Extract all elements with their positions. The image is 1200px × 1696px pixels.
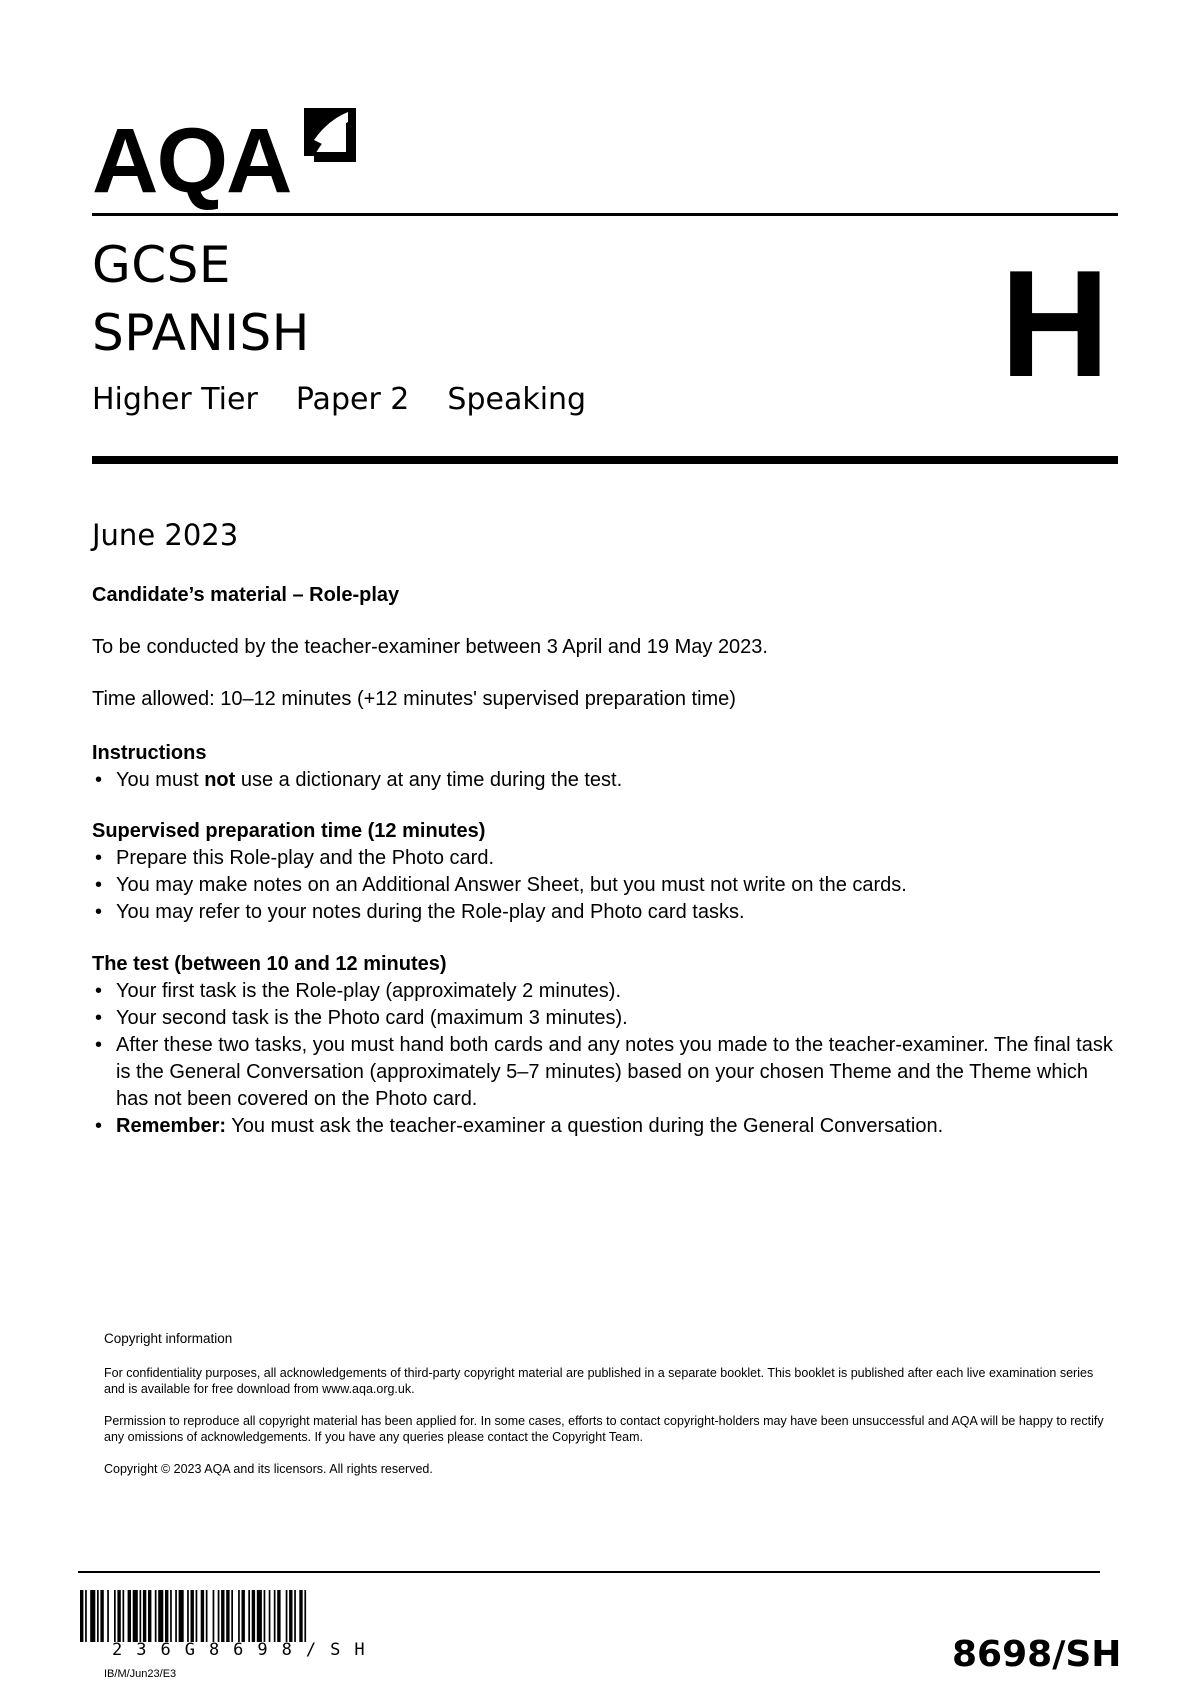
copyright-heading: Copyright information bbox=[104, 1331, 233, 1346]
barcode-bar bbox=[248, 1590, 250, 1642]
barcode-bar bbox=[304, 1590, 306, 1642]
barcode-bar bbox=[231, 1590, 233, 1642]
barcode-bar bbox=[252, 1590, 255, 1642]
barcode-bar bbox=[221, 1590, 224, 1642]
barcode-bar bbox=[257, 1590, 262, 1642]
barcode-bar bbox=[143, 1590, 146, 1642]
barcode-bar bbox=[242, 1590, 245, 1642]
barcode-bar bbox=[201, 1590, 204, 1642]
barcode-bar bbox=[165, 1590, 168, 1642]
barcode-bar bbox=[90, 1590, 95, 1642]
barcode-bar bbox=[80, 1590, 83, 1642]
barcode-bar bbox=[128, 1590, 131, 1642]
barcode-bar bbox=[123, 1590, 125, 1642]
barcode-bar bbox=[277, 1590, 280, 1642]
list-item: • Remember: You must ask the teacher-examiner a question during the General Conversation. bbox=[92, 1113, 1122, 1140]
tier-letter: H bbox=[1000, 239, 1110, 409]
list-item: • You may refer to your notes during the Role-play and Photo card tasks. bbox=[92, 899, 1122, 926]
copyright-text-3: Copyright © 2023 AQA and its licensors. All rights reserved. bbox=[104, 1462, 433, 1476]
barcode-bar bbox=[85, 1590, 87, 1642]
barcode-bar bbox=[155, 1590, 157, 1642]
barcode-bar bbox=[140, 1590, 142, 1642]
instructions-heading: Instructions bbox=[92, 742, 207, 764]
barcode-bar bbox=[97, 1590, 99, 1642]
barcode bbox=[80, 1590, 440, 1642]
print-code: IB/M/Jun23/E3 bbox=[104, 1668, 177, 1680]
copyright-block bbox=[104, 1331, 1114, 1493]
instructions-section bbox=[92, 740, 1122, 794]
footer-rule bbox=[78, 1571, 1100, 1573]
paper-label: Paper 2 bbox=[295, 382, 410, 417]
barcode-bar bbox=[299, 1590, 302, 1642]
barcode-bar bbox=[158, 1590, 163, 1642]
barcode-bar bbox=[170, 1590, 172, 1642]
barcode-bar bbox=[175, 1590, 177, 1642]
barcode-bar bbox=[226, 1590, 229, 1642]
qualification-title: GCSE bbox=[92, 236, 231, 294]
material-title: Candidate’s material – Role-play bbox=[92, 584, 400, 606]
svg-text:AQA: AQA bbox=[92, 110, 291, 210]
test-section bbox=[92, 951, 1122, 1140]
barcode-bar bbox=[133, 1590, 138, 1642]
barcode-bar bbox=[213, 1590, 215, 1642]
list-item: • Your second task is the Photo card (maximum 3 minutes). bbox=[92, 1005, 1122, 1032]
test-heading: The test (between 10 and 12 minutes) bbox=[92, 953, 447, 975]
exam-date: June 2023 bbox=[92, 518, 239, 552]
conducted-note: To be conducted by the teacher-examiner between 3 April and 19 May 2023. bbox=[92, 636, 768, 658]
header-rule-top bbox=[92, 213, 1118, 216]
barcode-bar bbox=[148, 1590, 151, 1642]
barcode-bar bbox=[117, 1590, 120, 1642]
barcode-bar bbox=[191, 1590, 194, 1642]
tier-label: Higher Tier bbox=[92, 382, 258, 417]
barcode-bar bbox=[238, 1590, 240, 1642]
barcode-bar bbox=[114, 1590, 116, 1642]
paper-code: 8698/SH bbox=[952, 1634, 1122, 1675]
aqa-logo bbox=[92, 100, 362, 210]
header-rule-bottom bbox=[92, 456, 1118, 464]
barcode-bar bbox=[187, 1590, 189, 1642]
copyright-text-1: For confidentiality purposes, all acknowledgements of third-party copyright material are published in a separate booklet. This booklet is published after each live examination series and is available for free download from www.aqa.org.uk. bbox=[104, 1366, 1094, 1396]
barcode-bar bbox=[274, 1590, 276, 1642]
list-item: • Prepare this Role-play and the Photo card. bbox=[92, 845, 1122, 872]
barcode-bar bbox=[218, 1590, 220, 1642]
preparation-heading: Supervised preparation time (12 minutes) bbox=[92, 820, 486, 842]
barcode-bar bbox=[206, 1590, 208, 1642]
list-item: • You must not use a dictionary at any time during the test. bbox=[92, 767, 1122, 794]
barcode-bar bbox=[100, 1590, 103, 1642]
list-item: • After these two tasks, you must hand both cards and any notes you made to the teacher-examiner. The final task is the General Conversation (approximately 5–7 minutes) based on your chosen Theme and the Theme which has not been covered on the Photo card. bbox=[92, 1032, 1122, 1113]
component-label: Speaking bbox=[447, 382, 587, 417]
subject-title: SPANISH bbox=[92, 304, 310, 362]
barcode-text: 236G8698/SH bbox=[112, 1640, 379, 1660]
barcode-bar bbox=[289, 1590, 292, 1642]
barcode-bar bbox=[264, 1590, 266, 1642]
time-allowed: Time allowed: 10–12 minutes (+12 minutes' supervised preparation time) bbox=[92, 688, 736, 710]
barcode-bar bbox=[269, 1590, 271, 1642]
list-item: • You may make notes on an Additional Answer Sheet, but you must not write on the cards. bbox=[92, 872, 1122, 899]
barcode-bar bbox=[286, 1590, 288, 1642]
barcode-bar bbox=[294, 1590, 296, 1642]
list-item: • Your first task is the Role-play (approximately 2 minutes). bbox=[92, 978, 1122, 1005]
copyright-text-2: Permission to reproduce all copyright material has been applied for. In some cases, efforts to contact copyright-holders may have been unsuccessful and AQA will be happy to rectify any omissions of acknowledgements. If you have any queries please contact the Copyright Team. bbox=[104, 1414, 1104, 1444]
paper-details bbox=[92, 382, 586, 417]
preparation-section bbox=[92, 818, 1122, 926]
barcode-bar bbox=[196, 1590, 198, 1642]
barcode-bar bbox=[107, 1590, 109, 1642]
barcode-bar bbox=[179, 1590, 184, 1642]
